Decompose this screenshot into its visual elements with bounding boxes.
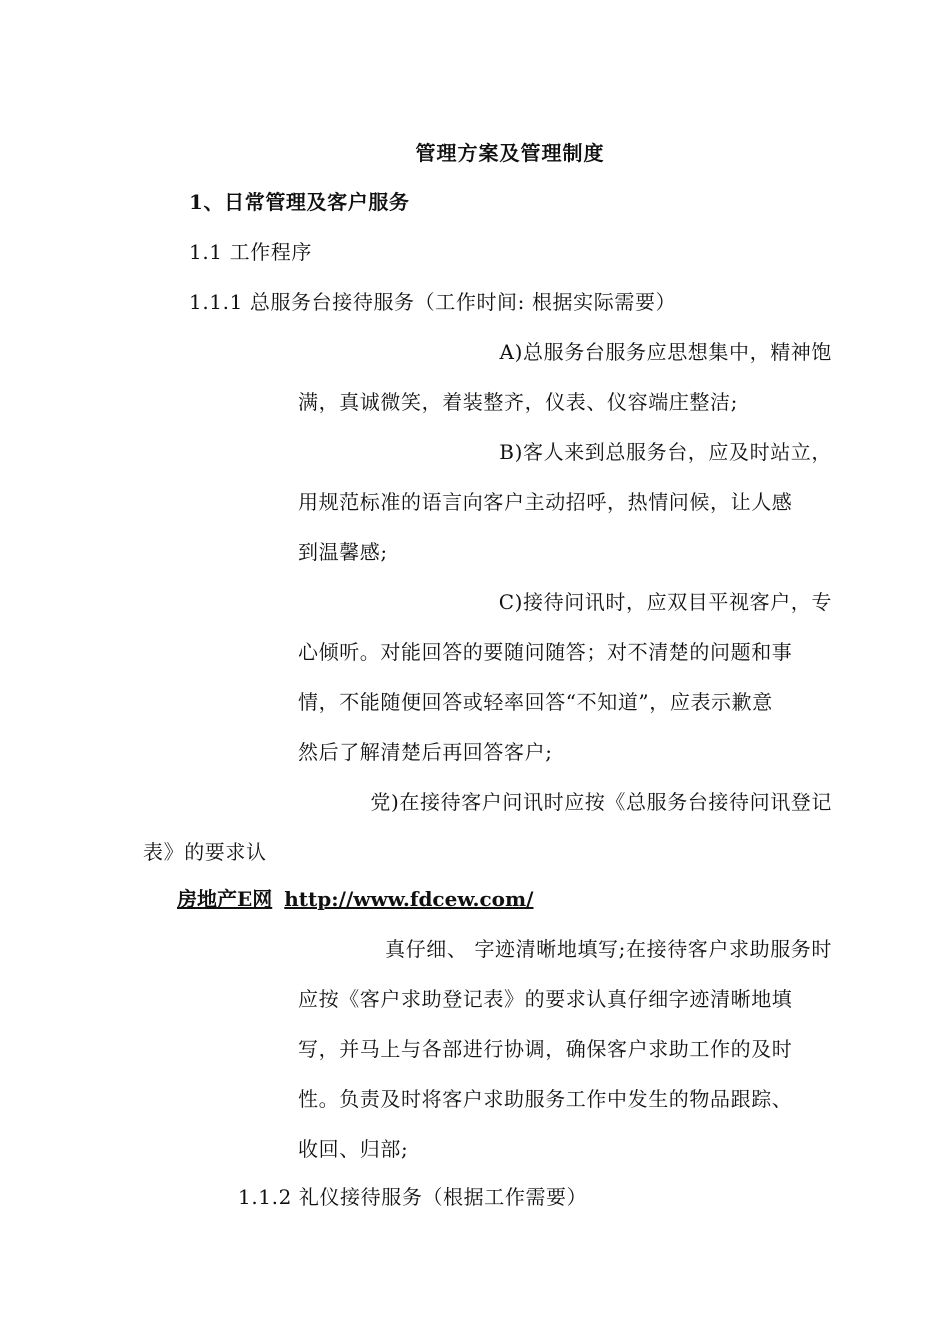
watermark-url-link[interactable]: http://www.fdcew.com/ [284,887,534,911]
continuation-line-2: 应按《客户求助登记表》的要求认真仔细字迹清晰地填 [298,987,793,1011]
item-b-line-1: B)客人来到总服务台，应及时站立， [499,440,832,464]
item-a-line-1: A)总服务台服务应思想集中，精神饱 [499,340,832,364]
section-heading-1-1-1: 1.1.1 总服务台接待服务（工作时间: 根据实际需要） [189,290,677,314]
source-watermark [177,885,534,913]
continuation-line-5: 收回、归部; [298,1137,409,1161]
item-c-line-2: 心倾听。对能回答的要随问随答；对不清楚的问题和事 [298,640,793,664]
continuation-line-1: 真仔细、 字迹清晰地填写;在接待客户求助服务时 [385,937,832,961]
item-c-line-1: C)接待问讯时，应双目平视客户，专 [498,590,832,614]
item-a-line-2: 满，真诚微笑，着装整齐，仪表、仪容端庄整洁; [298,390,738,414]
watermark-site-name: 房地产E网 [177,887,273,911]
continuation-line-4: 性。负责及时将客户求助服务工作中发生的物品跟踪、 [298,1087,793,1111]
item-c-line-4: 然后了解清楚后再回答客户; [298,740,553,764]
item-c-line-3: 情，不能随便回答或轻率回答“不知道”，应表示歉意 [298,690,773,714]
item-b-line-3: 到温馨感; [298,540,388,564]
section-heading-1-1-2: 1.1.2 礼仪接待服务（根据工作需要） [238,1185,588,1209]
continuation-line-3: 写，并马上与各部进行协调，确保客户求助工作的及时 [298,1037,793,1061]
item-d-line-1: 党)在接待客户问讯时应按《总服务台接待问讯登记 [370,790,832,814]
section-heading-1-1: 1.1 工作程序 [189,240,312,264]
item-d-line-2: 表》的要求认 [143,840,267,864]
item-b-line-2: 用规范标准的语言向客户主动招呼，热情问候，让人感 [298,490,793,514]
section-heading-1: 1、日常管理及客户服务 [189,190,410,214]
document-title: 管理方案及管理制度 [415,141,605,165]
